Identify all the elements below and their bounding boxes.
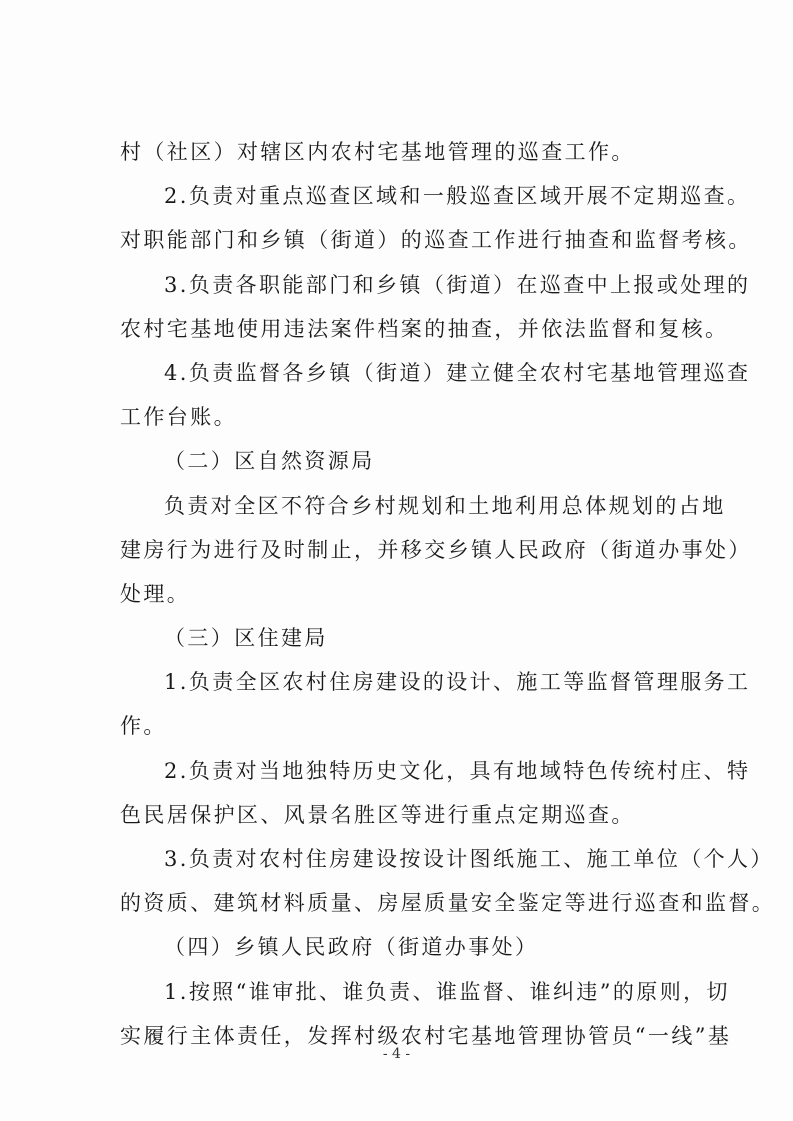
text-line: 4.负责监督各乡镇（街道）建立健全农村宅基地管理巡查: [164, 360, 751, 385]
text-line: 建房行为进行及时制止，并移交乡镇人民政府（街道办事处）: [120, 537, 752, 562]
text-line: 2.负责对当地独特历史文化，具有地域特色传统村庄、特: [164, 758, 751, 783]
page-number: - 4 -: [382, 1046, 411, 1062]
text-line: 实履行主体责任，发挥村级农村宅基地管理协管员“一线”基: [120, 1023, 732, 1048]
text-line: 1.按照“谁审批、谁负责、谁监督、谁纠违”的原则，切: [164, 979, 730, 1004]
text-line: 工作台账。: [120, 405, 237, 430]
text-line: 作。: [120, 714, 167, 739]
text-line: 2.负责对重点巡查区域和一般巡查区域开展不定期巡查。: [164, 184, 751, 209]
text-line: 的资质、建筑材料质量、房屋质量安全鉴定等进行巡查和监督。: [120, 891, 776, 916]
text-line: 3.负责各职能部门和乡镇（街道）在巡查中上报或处理的: [164, 272, 751, 297]
text-line: 对职能部门和乡镇（街道）的巡查工作进行抽查和监督考核。: [120, 228, 752, 253]
text-line: 1.负责全区农村住房建设的设计、施工等监督管理服务工: [164, 670, 751, 695]
body-text: [120, 130, 776, 1058]
text-line: 村（社区）对辖区内农村宅基地管理的巡查工作。: [120, 140, 635, 164]
text-line: 3.负责对农村住房建设按设计图纸施工、施工单位（个人）: [164, 847, 774, 871]
text-line: （三）区住建局: [164, 626, 328, 651]
text-line: （二）区自然资源局: [164, 449, 375, 474]
text-line: 农村宅基地使用违法案件档案的抽查，并依法监督和复核。: [120, 316, 729, 341]
text-line: 处理。: [120, 581, 191, 606]
text-line: 负责对全区不符合乡村规划和土地利用总体规划的占地: [164, 493, 726, 518]
text-line: 色民居保护区、风景名胜区等进行重点定期巡查。: [120, 802, 635, 827]
text-line: （四）乡镇人民政府（街道办事处）: [164, 935, 539, 960]
